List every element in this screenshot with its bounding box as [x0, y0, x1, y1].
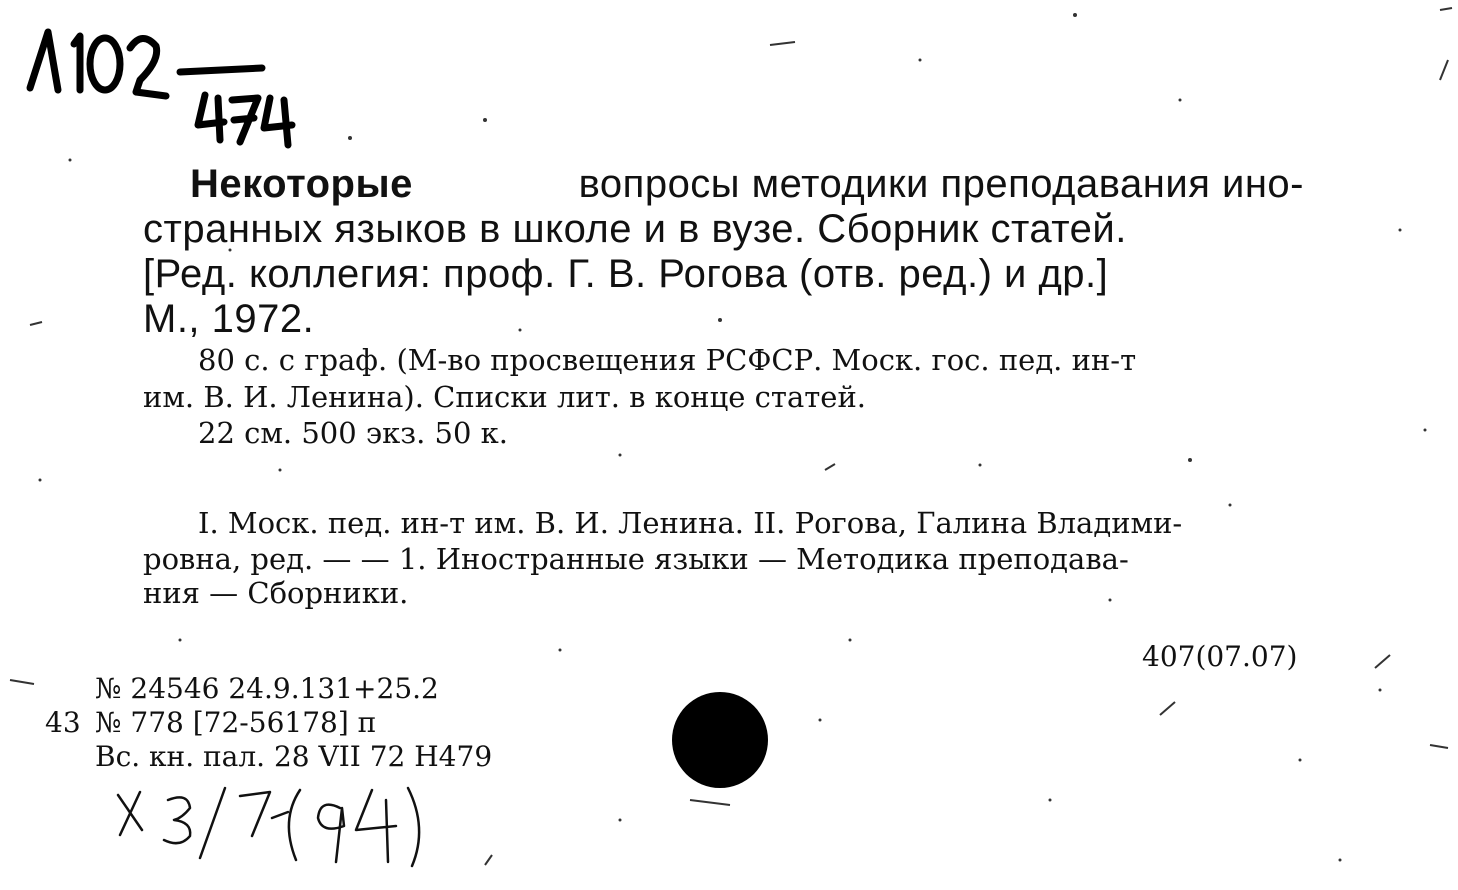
footer-line-3: Вс. кн. пал. 28 VII 72 Н479: [95, 740, 493, 773]
footer-line-1: № 24546 24.9.131+25.2: [95, 672, 439, 705]
description-line-1: 80 с. с граф. (М-во просвещения РСФСР. Моск. гос. пед. ин-т: [198, 343, 1137, 377]
classification-code: 407(07.07): [1142, 640, 1298, 673]
tracings-line-2: ровна, ред. — — 1. Иностранные языки — Методика преподава-: [143, 542, 1129, 576]
title-text: вопросы методики преподавания ино-: [578, 162, 1304, 206]
handwritten-inventory-note: [118, 788, 419, 866]
title-line-3: [143, 252, 1108, 297]
punch-hole: [672, 692, 768, 788]
title-line-1: [190, 162, 1304, 207]
imprint-text: М., 1972.: [143, 297, 315, 341]
title-text: странных языков в школе и в вузе. Сборник статей.: [143, 207, 1127, 251]
title-lead-word: Некоторые: [190, 162, 413, 206]
description-line-2: им. В. И. Ленина). Списки лит. в конце статей.: [143, 380, 866, 414]
imprint-line: [143, 297, 314, 342]
footer-line-2-prefix: 43: [45, 706, 81, 739]
footer-line-2: № 778 [72-56178] п: [95, 706, 377, 739]
title-text: [Ред. коллегия: проф. Г. В. Рогова (отв. ред.) и др.]: [143, 252, 1109, 296]
tracings-line-3: ния — Сборники.: [143, 576, 409, 610]
tracings-line-1: I. Моск. пед. ин-т им. В. И. Ленина. II. Рогова, Галина Владими-: [198, 506, 1183, 540]
title-line-2: [143, 207, 1127, 252]
description-line-3: 22 см. 500 экз. 50 к.: [198, 416, 509, 450]
